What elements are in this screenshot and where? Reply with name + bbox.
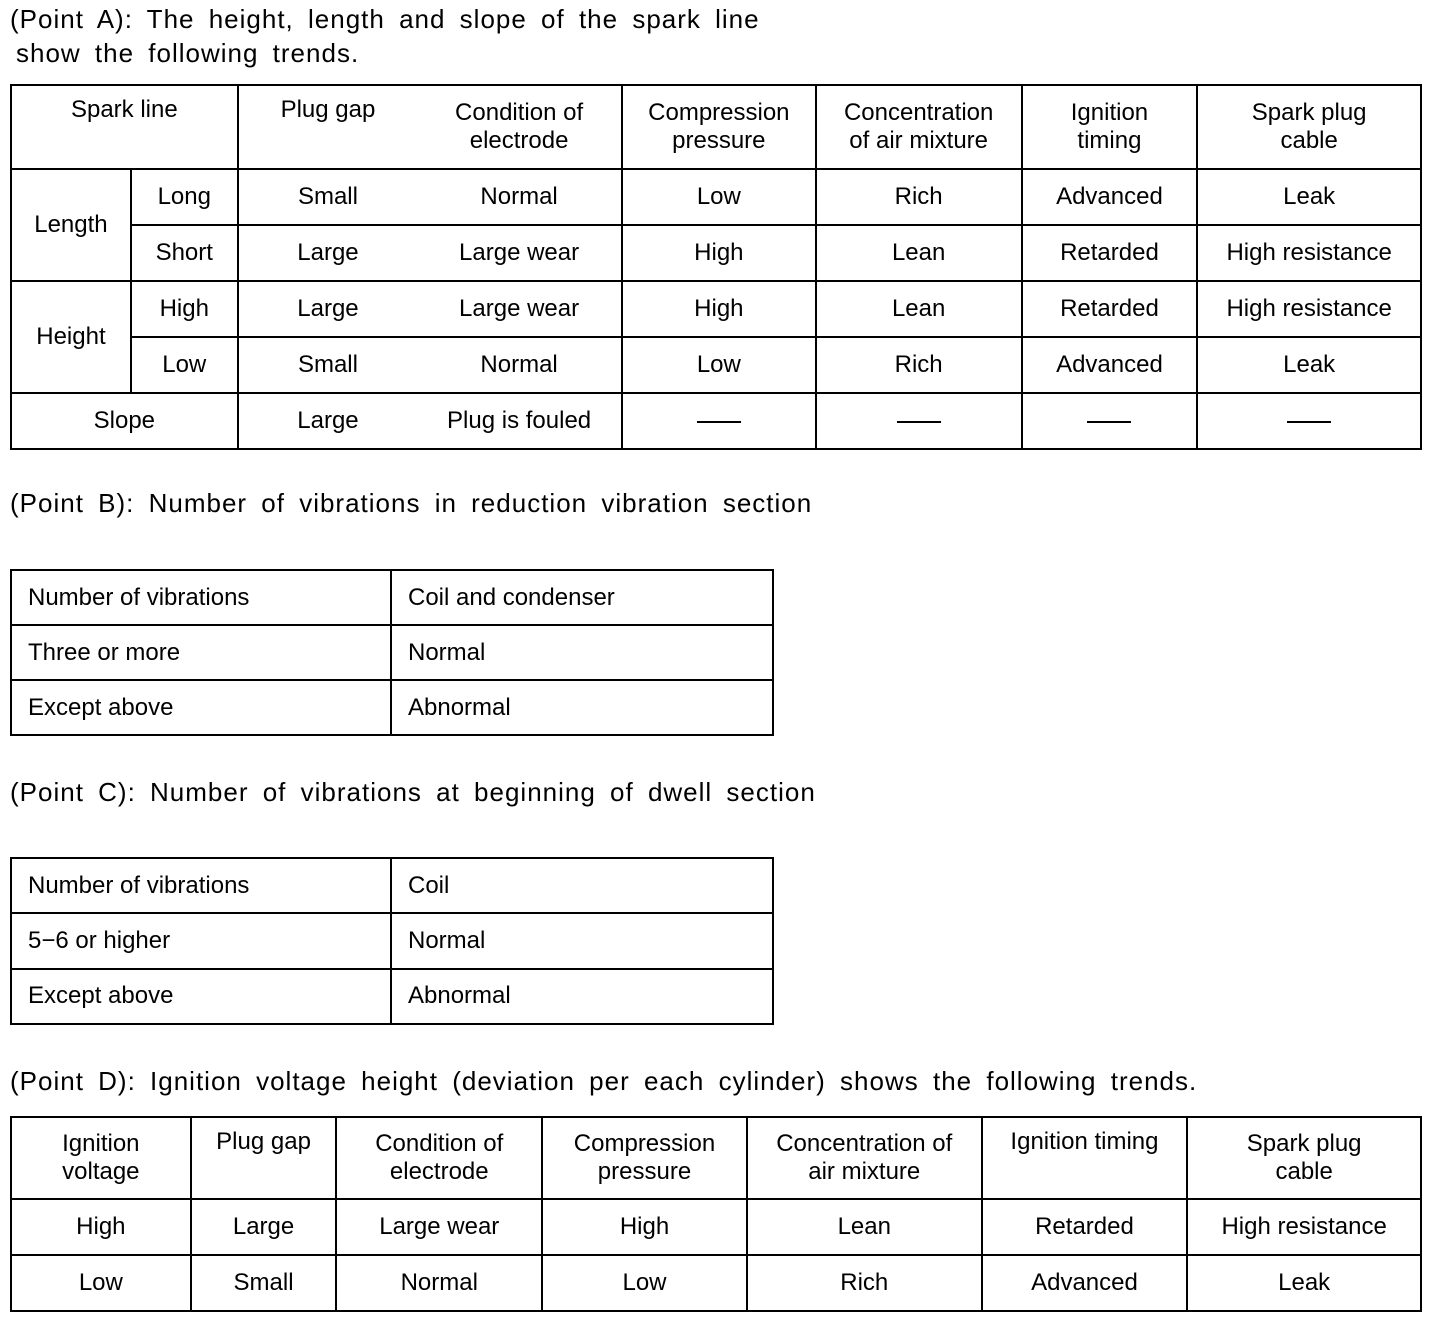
cell-compression: High — [622, 225, 816, 281]
cell-concentration: Lean — [747, 1199, 982, 1255]
cell-cable: High resistance — [1197, 225, 1421, 281]
header-cable-line1: Spark plug — [1251, 99, 1367, 126]
header-cable — [1197, 85, 1421, 169]
cell-right: Abnormal — [391, 969, 773, 1024]
header-cable — [1187, 1117, 1421, 1199]
header-timing-line1: Ignition — [1070, 99, 1149, 126]
cell-electrode: Normal — [417, 337, 622, 393]
cell-voltage: High — [11, 1199, 191, 1255]
cell-cable: Leak — [1197, 337, 1421, 393]
table-row — [11, 858, 773, 913]
header-compression-line2: pressure — [672, 127, 766, 154]
cell-concentration: Rich — [816, 169, 1022, 225]
header-compression — [622, 85, 816, 169]
group-length: Length — [11, 169, 131, 281]
point-c-heading: (Point C): Number of vibrations at beginning of dwell section — [10, 777, 816, 807]
cell-electrode: Normal — [336, 1255, 542, 1311]
point-b-table — [10, 569, 774, 736]
point-a-table — [10, 84, 1422, 450]
cell-cable: High resistance — [1187, 1199, 1421, 1255]
cell-left: Number of vibrations — [11, 858, 391, 913]
cell-timing: Advanced — [1022, 337, 1198, 393]
cell-plug-gap: Small — [238, 337, 418, 393]
header-timing-line2: timing — [1077, 127, 1142, 154]
cell-voltage: Low — [11, 1255, 191, 1311]
cell-left: Except above — [11, 680, 391, 735]
cell-timing: Advanced — [1022, 169, 1198, 225]
cell-concentration: Rich — [747, 1255, 982, 1311]
header-electrode — [336, 1117, 542, 1199]
cell-plug-gap: Large — [191, 1199, 337, 1255]
table-row — [11, 225, 1421, 281]
cell-timing: Advanced — [982, 1255, 1188, 1311]
cell-compression: High — [542, 1199, 747, 1255]
cell-concentration: Rich — [816, 337, 1022, 393]
cell-compression: High — [622, 281, 816, 337]
dash-mark — [1087, 421, 1131, 423]
table-row — [11, 969, 773, 1024]
cell-plug-gap: Small — [238, 169, 418, 225]
header-concentration-line2: air mixture — [808, 1158, 921, 1185]
cell-right: Abnormal — [391, 680, 773, 735]
cell-compression: Low — [622, 337, 816, 393]
sub-label: High — [131, 281, 238, 337]
point-a-heading-line1: (Point A): The height, length and slope of the spark line — [10, 4, 760, 34]
table-row — [11, 393, 1421, 449]
header-electrode — [417, 85, 622, 169]
header-voltage-line1: Ignition — [62, 1130, 140, 1157]
cell-electrode: Normal — [417, 169, 622, 225]
header-concentration — [816, 85, 1022, 169]
header-electrode-line2: electrode — [389, 1158, 489, 1185]
cell-right: Normal — [391, 913, 773, 968]
header-voltage — [11, 1117, 191, 1199]
cell-compression: Low — [542, 1255, 747, 1311]
cell-concentration: Lean — [816, 225, 1022, 281]
point-d-header-row — [11, 1117, 1421, 1199]
cell-left: Three or more — [11, 625, 391, 680]
cell-dash — [1022, 393, 1198, 449]
point-c-table — [10, 857, 774, 1025]
header-electrode-line2: electrode — [469, 127, 569, 154]
header-compression-line1: Compression — [648, 99, 790, 126]
cell-dash — [1197, 393, 1421, 449]
table-row — [11, 913, 773, 968]
cell-plug-gap: Large — [238, 393, 418, 449]
table-row — [11, 281, 1421, 337]
header-plug-gap: Plug gap — [191, 1117, 337, 1199]
header-voltage-line2: voltage — [62, 1158, 140, 1185]
table-row — [11, 625, 773, 680]
table-row — [11, 570, 773, 625]
dash-mark — [697, 421, 741, 423]
cell-plug-gap: Large — [238, 281, 418, 337]
cell-dash — [816, 393, 1022, 449]
cell-timing: Retarded — [1022, 281, 1198, 337]
table-row — [11, 337, 1421, 393]
header-concentration-line1: Concentration — [843, 99, 994, 126]
header-compression-line1: Compression — [573, 1130, 716, 1157]
header-concentration-line2: of air mixture — [849, 127, 988, 154]
sub-label: Low — [131, 337, 238, 393]
cell-cable: Leak — [1197, 169, 1421, 225]
table-row — [11, 1255, 1421, 1311]
table-row — [11, 169, 1421, 225]
cell-dash — [622, 393, 816, 449]
point-d-table — [10, 1116, 1422, 1312]
header-electrode-line1: Condition of — [455, 99, 584, 126]
cell-plug-gap: Small — [191, 1255, 337, 1311]
header-spark-line: Spark line — [11, 85, 238, 169]
table-row — [11, 680, 773, 735]
cell-electrode: Large wear — [417, 281, 622, 337]
cell-left: 5−6 or higher — [11, 913, 391, 968]
point-a-header-row — [11, 85, 1421, 169]
dash-mark — [897, 421, 941, 423]
point-a-heading-line2: show the following trends. — [16, 38, 360, 68]
header-compression-line2: pressure — [597, 1158, 692, 1185]
header-cable-line2: cable — [1275, 1158, 1333, 1185]
header-concentration-line1: Concentration of — [776, 1130, 953, 1157]
cell-left: Except above — [11, 969, 391, 1024]
header-timing — [1022, 85, 1198, 169]
cell-electrode: Large wear — [417, 225, 622, 281]
point-b-heading: (Point B): Number of vibrations in reduction vibration section — [10, 488, 813, 518]
sub-label: Long — [131, 169, 238, 225]
cell-right: Normal — [391, 625, 773, 680]
group-height: Height — [11, 281, 131, 393]
cell-compression: Low — [622, 169, 816, 225]
table-row — [11, 1199, 1421, 1255]
header-cable-line2: cable — [1280, 127, 1338, 154]
cell-right: Coil and condenser — [391, 570, 773, 625]
cell-timing: Retarded — [1022, 225, 1198, 281]
point-d-heading: (Point D): Ignition voltage height (deviation per each cylinder) shows the following trends. — [10, 1066, 1198, 1096]
cell-concentration: Lean — [816, 281, 1022, 337]
cell-left: Number of vibrations — [11, 570, 391, 625]
header-plug-gap: Plug gap — [238, 85, 418, 169]
group-slope: Slope — [11, 393, 238, 449]
header-cable-line1: Spark plug — [1246, 1130, 1362, 1157]
cell-timing: Retarded — [982, 1199, 1188, 1255]
header-compression — [542, 1117, 747, 1199]
sub-label: Short — [131, 225, 238, 281]
cell-electrode: Large wear — [336, 1199, 542, 1255]
header-electrode-line1: Condition of — [375, 1130, 504, 1157]
cell-electrode: Plug is fouled — [417, 393, 622, 449]
cell-cable: High resistance — [1197, 281, 1421, 337]
point-a-heading — [10, 2, 760, 70]
cell-cable: Leak — [1187, 1255, 1421, 1311]
cell-right: Coil — [391, 858, 773, 913]
header-concentration — [747, 1117, 982, 1199]
dash-mark — [1287, 421, 1331, 423]
cell-plug-gap: Large — [238, 225, 418, 281]
header-timing: Ignition timing — [982, 1117, 1188, 1199]
